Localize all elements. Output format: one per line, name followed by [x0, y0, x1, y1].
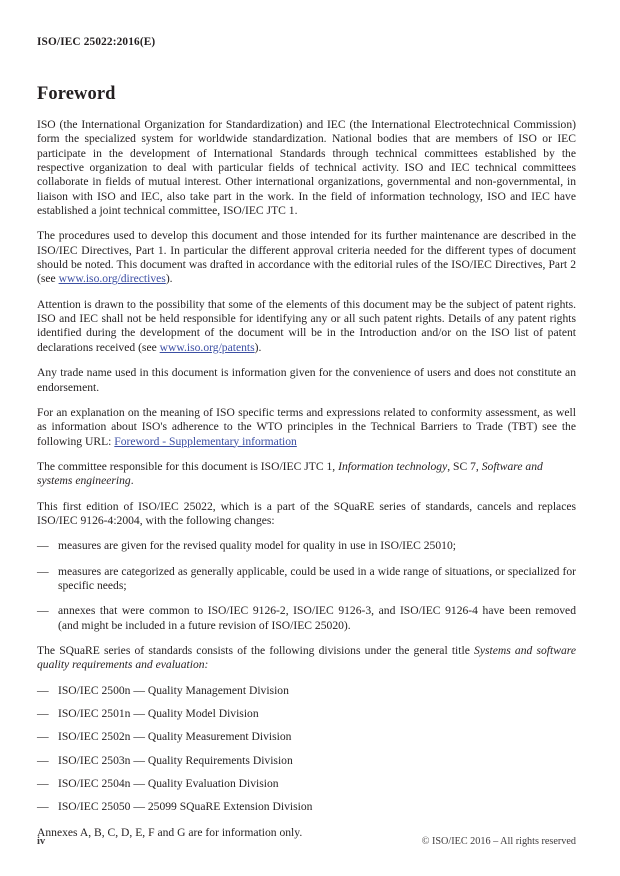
paragraph-tbt-text-before: For an explanation on the meaning of ISO specific terms and expressions related to conformity assessment, as well as information about ISO's adherence to the WTO principles in the Technical Barriers to Trade (TBT) see the following URL: — [37, 405, 576, 448]
list-item — [37, 707, 576, 721]
dash-marker-icon: — — [37, 800, 49, 814]
paragraph-committee-part3: . — [130, 474, 134, 488]
dash-marker-icon: — — [37, 604, 49, 618]
list-item-label: ISO/IEC 2502n — Quality Measurement Division — [58, 730, 292, 744]
paragraph-iso-iec-intro: ISO (the International Organization for Standardization) and IEC (the International Electrotechnical Commission) form the specialized system for worldwide standardization. National bodies that are members of ISO or IEC participate in the development of International Standards through technical committees established by the respective organization to deal with particular fields of technical activity. ISO and IEC technical committees collaborate in fields of mutual interest. Other international organizations, governmental and non-governmental, in liaison with ISO and IEC, also take part in the work. In the field of information technology, ISO and IEC have established a joint technical committee, ISO/IEC JTC 1. — [37, 118, 576, 218]
paragraph-patent-text-after: ). — [254, 340, 262, 354]
list-item — [37, 800, 576, 814]
link-foreword-supplementary-information[interactable]: Foreword - Supplementary information — [114, 434, 297, 448]
list-item-label: ISO/IEC 2501n — Quality Model Division — [58, 707, 259, 720]
paragraph-square-italic-general-title: Systems and software quality requirements and evaluation: — [37, 643, 576, 672]
paragraph-committee-italic-software-systems-engineering: Software and systems engineering — [37, 459, 543, 488]
list-item — [37, 730, 576, 744]
paragraph-procedures-text-before: The procedures used to develop this document and those intended for its further maintenance are described in the ISO/IEC Directives, Part 1. In particular the different approval criteria needed for the different types of document should be noted. This document was drafted in accordance with the editorial rules of the ISO/IEC Directives, Part 2 (see — [37, 229, 576, 286]
changes-list — [37, 539, 576, 633]
paragraph-first-edition: This first edition of ISO/IEC 25022, which is a part of the SQuaRE series of standards, cancels and replaces ISO/IEC 9126-4:2004, with the following changes: — [37, 499, 576, 527]
list-item-label: ISO/IEC 2503n — Quality Requirements Division — [58, 753, 293, 767]
list-item-label: ISO/IEC 2500n — Quality Management Division — [58, 683, 289, 697]
paragraph-procedures-text-after: ). — [165, 272, 173, 286]
paragraph-committee-part2: , SC 7, — [447, 459, 482, 473]
paragraph-committee — [37, 460, 576, 489]
footer-copyright: © ISO/IEC 2016 – All rights reserved — [421, 836, 576, 847]
list-item-label: measures are given for the revised quality model for quality in use in ISO/IEC 25010; — [58, 539, 456, 553]
divisions-list — [37, 684, 576, 815]
paragraph-square-part1: The SQuaRE series of standards consists of the following divisions under the general title — [37, 643, 475, 657]
paragraph-trade-name: Any trade name used in this document is information given for the convenience of users and does not constitute an endorsement. — [37, 366, 576, 394]
list-item — [37, 684, 576, 698]
page-title-foreword: Foreword — [37, 84, 116, 104]
list-item-label: ISO/IEC 25050 — 25099 SQuaRE Extension Division — [58, 800, 313, 814]
list-item — [37, 604, 576, 633]
list-item-label: annexes that were common to ISO/IEC 9126-2, ISO/IEC 9126-3, and ISO/IEC 9126-4 have been removed (and might be included in a future revision of ISO/IEC 25020). — [58, 604, 576, 632]
list-item — [37, 777, 576, 791]
link-iso-patents[interactable]: www.iso.org/patents — [159, 340, 255, 354]
dash-marker-icon: — — [37, 539, 49, 553]
paragraph-procedures — [37, 229, 576, 286]
paragraph-committee-part1: The committee responsible for this document is ISO/IEC JTC 1, — [37, 459, 339, 473]
document-body — [37, 118, 576, 851]
paragraph-patent-text-before: Attention is drawn to the possibility that some of the elements of this document may be the subject of patent rights. ISO and IEC shall not be held responsible for identifying any or all such patent rights. Details of any patent rights identified during the development of the document will be in the Introduction and/or on the ISO list of patent declarations received (see — [37, 297, 576, 354]
dash-marker-icon: — — [37, 753, 49, 767]
paragraph-annexes: Annexes A, B, C, D, E, F and G are for information only. — [37, 825, 303, 839]
list-item-label: ISO/IEC 2504n — Quality Evaluation Division — [58, 777, 279, 791]
paragraph-patent-rights — [37, 298, 576, 355]
dash-marker-icon: — — [37, 730, 49, 744]
dash-marker-icon: — — [37, 683, 49, 697]
link-iso-directives[interactable]: www.iso.org/directives — [58, 272, 166, 286]
page-footer — [37, 836, 576, 847]
dash-marker-icon: — — [37, 777, 49, 791]
dash-marker-icon: — — [37, 564, 49, 578]
list-item-label: measures are categorized as generally applicable, could be used in a wide range of situations, or specialized for specific needs; — [58, 564, 576, 592]
document-header-standard-ref: ISO/IEC 25022:2016(E) — [37, 36, 156, 48]
paragraph-tbt-explanation — [37, 406, 576, 449]
list-item — [37, 565, 576, 594]
list-item — [37, 539, 576, 553]
list-item — [37, 754, 576, 768]
paragraph-square-series — [37, 644, 576, 673]
footer-page-number: iv — [37, 836, 46, 847]
dash-marker-icon: — — [37, 707, 49, 720]
paragraph-committee-italic-information-technology: Information technology — [338, 459, 448, 473]
